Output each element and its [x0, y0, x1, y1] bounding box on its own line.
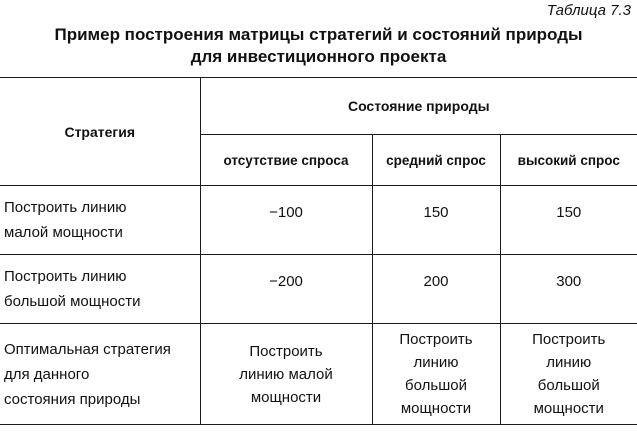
title-line-2: для инвестиционного проекта — [190, 47, 447, 66]
row-label-optimal: Оптимальная стратегия для данного состояния природы — [0, 324, 200, 425]
cell-value: −100 — [200, 186, 372, 255]
optimal-cell-no-demand: Построить линию малой мощности — [200, 324, 372, 425]
optimal-cell-medium-demand: Построить линию большой мощности — [372, 324, 500, 425]
table-row — [0, 324, 637, 425]
row-label-small-line: Построить линию малой мощности — [0, 186, 200, 255]
row-label-large-line: Построить линию большой мощности — [0, 255, 200, 324]
table-row — [0, 255, 637, 324]
cell-value: 150 — [372, 186, 500, 255]
strategy-header: Стратегия — [0, 78, 200, 186]
cell-value: −200 — [200, 255, 372, 324]
cell-value: 200 — [372, 255, 500, 324]
table-title — [0, 24, 637, 68]
column-header-no-demand: отсутствие спроса — [200, 135, 372, 186]
table-row — [0, 186, 637, 255]
cell-value: 150 — [500, 186, 637, 255]
table-number: Таблица 7.3 — [546, 2, 631, 19]
column-header-medium-demand: средний спрос — [372, 135, 500, 186]
optimal-cell-high-demand: Построить линию большой мощности — [500, 324, 637, 425]
title-line-1: Пример построения матрицы стратегий и состояний природы — [54, 25, 583, 44]
column-header-high-demand: высокий спрос — [500, 135, 637, 186]
state-of-nature-header: Состояние природы — [200, 78, 637, 135]
strategy-matrix-table — [0, 77, 637, 425]
cell-value: 300 — [500, 255, 637, 324]
